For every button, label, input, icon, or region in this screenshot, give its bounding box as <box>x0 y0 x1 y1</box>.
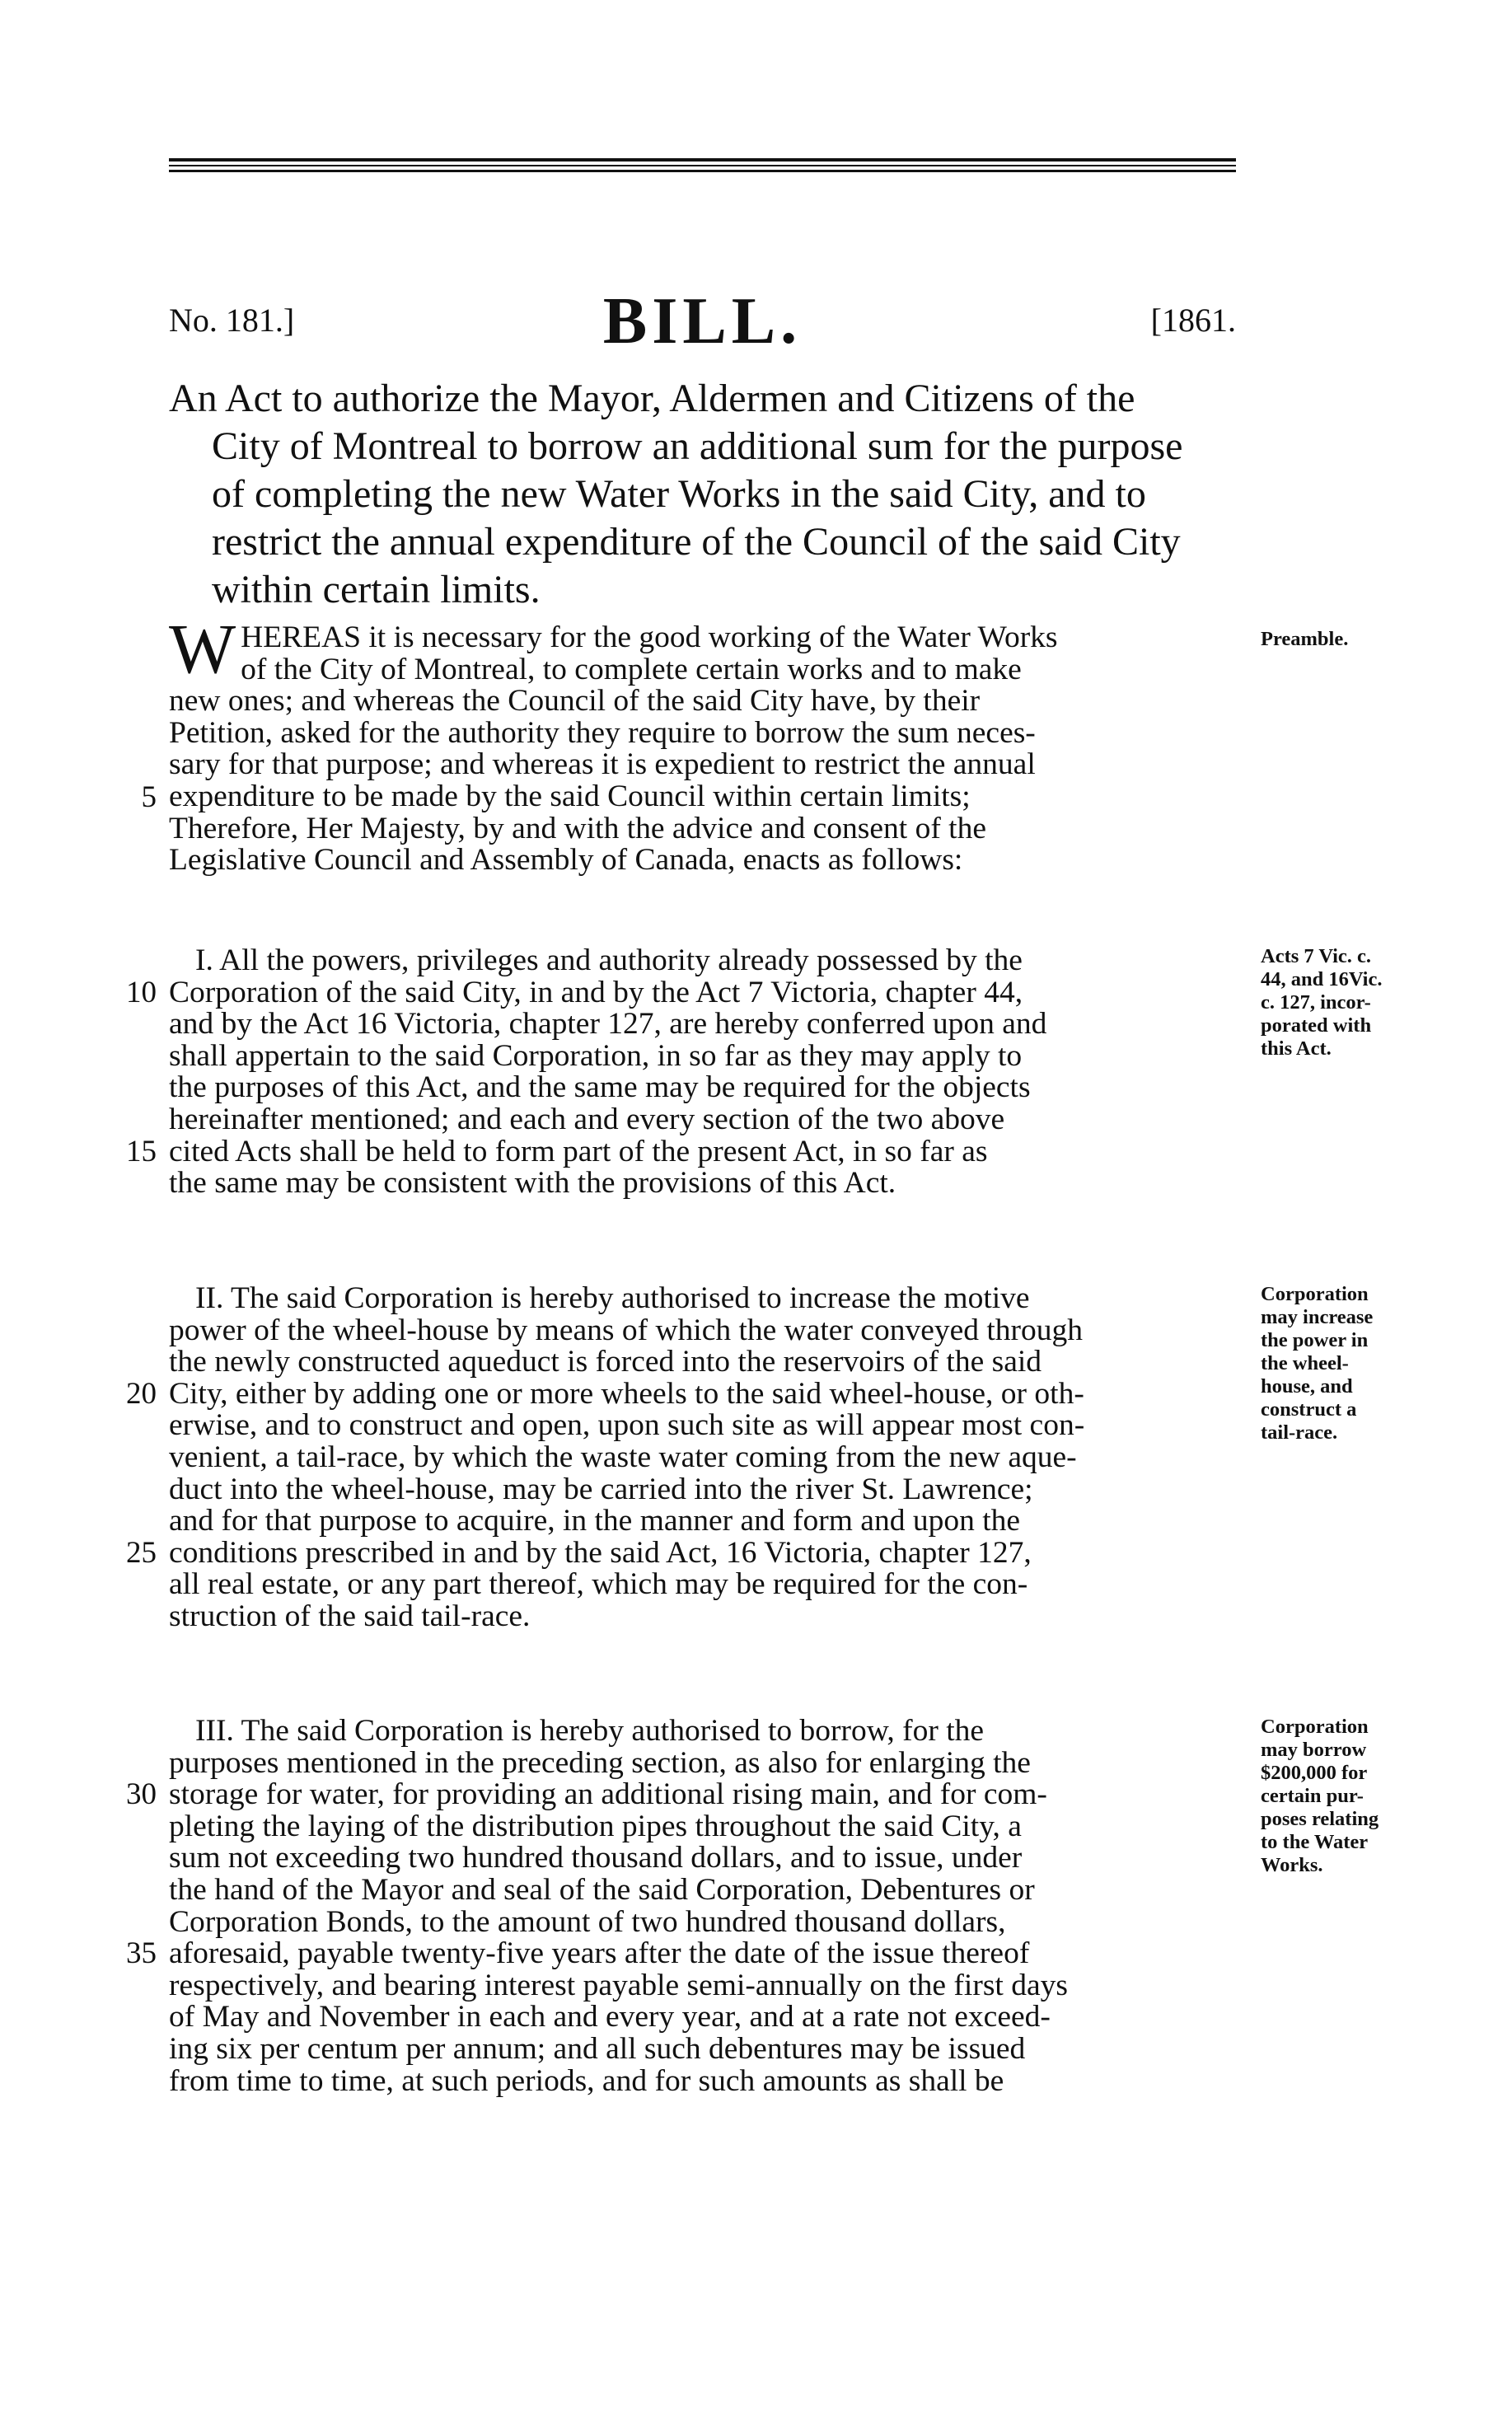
margin-note-line: tail-race. <box>1261 1421 1338 1444</box>
text-line: Petition, asked for the authority they require to borrow the sum neces- <box>169 715 1036 750</box>
text-line: erwise, and to construct and open, upon such site as will appear most con- <box>169 1408 1085 1443</box>
bill-year: [1861. <box>1150 302 1236 339</box>
line-number: 15 <box>126 1135 157 1168</box>
text-line: the purposes of this Act, and the same may be required for the objects <box>169 1070 1031 1105</box>
act-title <box>169 375 1236 614</box>
text-line: the hand of the Mayor and seal of the said Corporation, Debentures or <box>169 1872 1035 1907</box>
margin-note-line: this Act. <box>1261 1037 1332 1060</box>
section-1-paragraph <box>169 945 1236 1200</box>
text-line: shall appertain to the said Corporation, in so far as they may apply to <box>169 1038 1023 1073</box>
text-line: and for that purpose to acquire, in the manner and form and upon the <box>169 1504 1021 1538</box>
top-rule <box>169 158 1236 162</box>
margin-note-line: c. 127, incor- <box>1261 991 1371 1014</box>
act-title-line: An Act to authorize the Mayor, Aldermen and Citizens of the <box>169 377 1135 420</box>
text-line: pleting the laying of the distribution pipes throughout the said City, a <box>169 1809 1022 1843</box>
margin-note-line: Acts 7 Vic. c. <box>1261 945 1372 967</box>
text-line: the newly constructed aqueduct is forced into the reservoirs of the said <box>169 1345 1042 1379</box>
margin-note-line: Corporation <box>1261 1716 1369 1738</box>
margin-note-line: may increase <box>1261 1306 1374 1328</box>
line-number: 10 <box>126 976 157 1009</box>
margin-note-preamble <box>1261 628 1430 651</box>
text-line: the same may be consistent with the provisions of this Act. <box>169 1166 896 1201</box>
text-line: City, either by adding one or more wheels to the said wheel-house, or oth- <box>169 1376 1084 1411</box>
text-line: sary for that purpose; and whereas it is expedient to restrict the annual <box>169 747 1036 782</box>
margin-note-line: 44, and 16Vic. <box>1261 968 1383 990</box>
text-line: II. The said Corporation is hereby authorised to increase the motive <box>195 1281 1030 1315</box>
line-number: 20 <box>126 1377 157 1411</box>
line-number: 35 <box>126 1936 157 1970</box>
text-line: HEREAS it is necessary for the good working of the Water Works <box>241 620 1058 654</box>
line-number: 5 <box>141 780 157 814</box>
act-title-line: restrict the annual expenditure of the Council of the said City <box>212 520 1181 564</box>
text-line: Legislative Council and Assembly of Canada, enacts as follows: <box>169 843 963 878</box>
margin-note-line: house, and <box>1261 1375 1353 1398</box>
text-line: Therefore, Her Majesty, by and with the advice and consent of the <box>169 811 986 845</box>
margin-note-line: poses relating <box>1261 1808 1379 1830</box>
text-line: Corporation Bonds, to the amount of two hundred thousand dollars, <box>169 1904 1006 1939</box>
text-line: hereinafter mentioned; and each and every section of the two above <box>169 1102 1005 1136</box>
margin-note-line: to the Water <box>1261 1831 1369 1853</box>
text-line: power of the wheel-house by means of which the water conveyed through <box>169 1313 1084 1347</box>
text-line: of the City of Montreal, to complete certain works and to make <box>241 652 1022 686</box>
bill-number: No. 181.] <box>169 302 295 339</box>
text-line: cited Acts shall be held to form part of the present Act, in so far as <box>169 1134 988 1168</box>
margin-note-line: Works. <box>1261 1854 1323 1876</box>
act-title-line: City of Montreal to borrow an additional sum for the purpose <box>212 424 1183 468</box>
text-line: new ones; and whereas the Council of the said City have, by their <box>169 684 981 719</box>
text-line: and by the Act 16 Victoria, chapter 127, are hereby conferred upon and <box>169 1007 1047 1042</box>
bill-header <box>169 284 1236 358</box>
top-rule-thin <box>169 165 1236 166</box>
margin-note-line: the power in <box>1261 1329 1369 1351</box>
margin-note-line: $200,000 for <box>1261 1762 1368 1784</box>
text-line: struction of the said tail-race. <box>169 1599 531 1633</box>
text-line: all real estate, or any part thereof, which may be required for the con- <box>169 1567 1028 1602</box>
top-rule-bottom <box>169 170 1236 172</box>
margin-note-line: may borrow <box>1261 1739 1367 1761</box>
line-number: 25 <box>126 1536 157 1570</box>
section-2-paragraph <box>169 1283 1236 1633</box>
margin-note-line: construct a <box>1261 1398 1357 1421</box>
text-line: I. All the powers, privileges and authority already possessed by the <box>195 943 1023 977</box>
text-line: storage for water, for providing an additional rising main, and for com- <box>169 1777 1047 1812</box>
text-line: purposes mentioned in the preceding section, as also for enlarging the <box>169 1745 1031 1780</box>
margin-note-line: the wheel- <box>1261 1352 1349 1374</box>
text-line: from time to time, at such periods, and for such amounts as shall be <box>169 2063 1004 2098</box>
text-line: venient, a tail-race, by which the waste water coming from the new aque- <box>169 1440 1077 1474</box>
bill-title: BILL. <box>602 285 803 358</box>
margin-note-section-1 <box>1261 945 1430 1060</box>
text-line: expenditure to be made by the said Council within certain limits; <box>169 779 971 813</box>
margin-note-section-2 <box>1261 1283 1430 1444</box>
text-line: Corporation of the said City, in and by the Act 7 Victoria, chapter 44, <box>169 975 1023 1009</box>
margin-note-line: porated with <box>1261 1014 1372 1037</box>
text-line: aforesaid, payable twenty-five years after the date of the issue thereof <box>169 1936 1030 1971</box>
act-title-line: within certain limits. <box>212 568 541 611</box>
text-line: sum not exceeding two hundred thousand dollars, and to issue, under <box>169 1841 1023 1875</box>
text-line: of May and November in each and every year, and at a rate not exceed- <box>169 2000 1051 2034</box>
text-line: conditions prescribed in and by the said Act, 16 Victoria, chapter 127, <box>169 1535 1032 1570</box>
margin-note-line: Preamble. <box>1261 628 1349 650</box>
margin-note-line: certain pur- <box>1261 1785 1364 1807</box>
act-title-line: of completing the new Water Works in the said City, and to <box>212 472 1146 516</box>
text-line: respectively, and bearing interest payable semi-annually on the first days <box>169 1968 1068 2002</box>
text-line: ing six per centum per annum; and all such debentures may be issued <box>169 2031 1026 2066</box>
margin-note-section-3 <box>1261 1716 1430 1877</box>
text-line: III. The said Corporation is hereby authorised to borrow, for the <box>195 1714 985 1748</box>
text-line: duct into the wheel-house, may be carried into the river St. Lawrence; <box>169 1472 1033 1506</box>
section-3-paragraph <box>169 1716 1236 2097</box>
margin-note-line: Corporation <box>1261 1283 1369 1305</box>
preamble-paragraph <box>169 609 1236 878</box>
preamble-dropcap: W <box>169 609 236 688</box>
line-number: 30 <box>126 1777 157 1811</box>
